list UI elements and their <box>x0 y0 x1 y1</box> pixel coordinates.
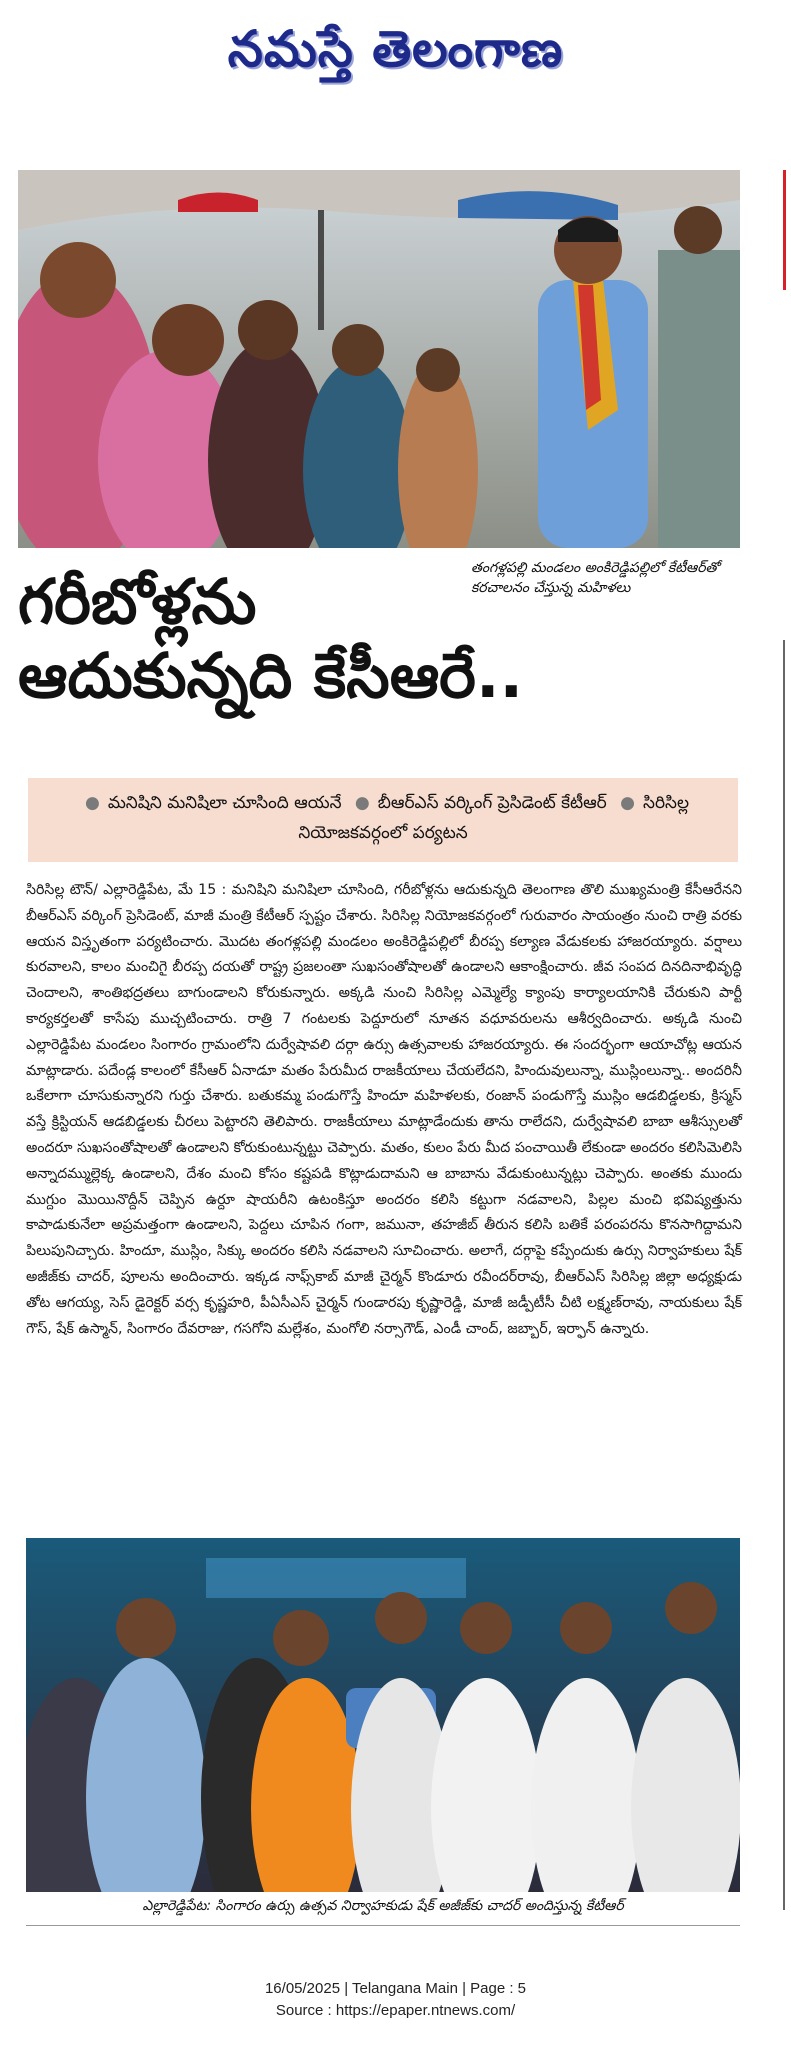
article <box>18 170 748 548</box>
headline-line1: గరీబోళ్లను <box>18 565 257 638</box>
footer-source: Source : https://epaper.ntnews.com/ <box>275 2002 516 2019</box>
footer-date-page: 16/05/2025 | Telangana Main | Page : 5 <box>264 1980 527 1997</box>
photo2-caption: ఎల్లారెడ్డిపేట: సింగారం ఉర్సు ఉత్సవ నిర్వాహకుడు షేక్ అజీజ్‌కు చాదర్ అందిస్తున్న కేటీఆర్ <box>142 1898 624 1914</box>
column-rule <box>783 640 785 1910</box>
footer <box>0 1978 791 2022</box>
masthead <box>0 0 791 110</box>
photo1-caption: తంగళ్లపల్లి మండలం అంకిరెడ్డిపల్లిలో కేటీఆర్‌తో కరచాలనం చేస్తున్న మహిళలు <box>463 552 763 604</box>
subhead-bullet-3: సిరిసిల్ల నియోజకవర్గంలో పర్యటన <box>298 793 690 843</box>
article-photo-crowd <box>18 170 740 548</box>
newspaper-logo: నమస్తే తెలంగాణ <box>227 19 564 78</box>
subhead-box <box>28 778 738 862</box>
bullet-icon: ● <box>620 793 636 813</box>
photo-illustration <box>18 170 740 548</box>
article-photo-dargah <box>26 1538 740 1892</box>
bullet-icon: ● <box>354 793 370 813</box>
subhead-bullet-2: బీఆర్‌ఎస్ వర్కింగ్ ప్రెసిడెంట్ కేటీఆర్ <box>377 793 607 813</box>
subhead-bullet-1: మనిషిని మనిషిలా చూసింది ఆయనే <box>107 793 342 813</box>
accent-rule <box>783 170 786 290</box>
headline-line2: ఆదుకున్నది కేసీఆరే.. <box>18 639 524 713</box>
divider <box>26 1925 740 1926</box>
headline <box>18 565 738 713</box>
article-body: సిరిసిల్ల టౌన్/ ఎల్లారెడ్డిపేట, మే 15 : మనిషిని మనిషిలా చూసింది, గరీబోళ్లను ఆదుకున్నది తెలంగాణ తొలి ముఖ్యమంత్రి కేసీఆరేనని బీఆర్‌ఎస్ వర్కింగ్ ప్రెసిడెంట్, మాజీ మంత్రి కేటీఆర్ స్పష్టం చేశారు. సిరిసిల్ల నియోజకవర్గంలో గురువారం సాయంత్రం నుంచి రాత్రి వరకు ఆయన విస్తృతంగా పర్యటించారు. మొదట తంగళ్లపల్లి మండలం అంకిరెడ్డిపల్లిలో బీరప్ప కల్యాణ వేడుకలకు హాజరయ్యారు. వర్షాలు కురవాలని, కాలం మంచిగై బీరప్ప దయతో రాష్ట్ర ప్రజలంతా సుఖసంతోషాలతో ఉండాలని ఆకాంక్షించారు. జీవ సంపద దినదినాభివృద్ధి చెందాలని, శాంతిభద్రతలు బాగుండాలని కోరుకున్నారు. అక్కడి నుంచి సిరిసిల్ల ఎమ్మెల్యే క్యాంపు కార్యాలయానికి చేరుకుని పార్టీ కార్యకర్తలతో కాసేపు ముచ్చటించారు. రాత్రి 7 గంటలకు పెద్దూరులో నూతన వధూవరులను ఆశీర్వదించారు. అక్కడి నుంచి ఎల్లారెడ్డిపేట మండలం సింగారం గ్రామంలోని దుర్వేషావలి దర్గా ఉర్సు ఉత్సవాలకు హాజరయ్యారు. ఈ సందర్భంగా ఆయాచోట్ల ఆయన మాట్లాడారు. పదేండ్ల కాలంలో కేసీఆర్ ఏనాడూ మతం పేరుమీద రాజకీయాలు చేయలేదని, హిందువులున్నా, ముస్లింలున్నా.. అందరినీ ఒకేలాగా చూసుకున్నారని గుర్తు చేశారు. బతుకమ్మ పండుగొస్తే హిందూ మహిళలకు, రంజాన్ పండుగొస్తే ముస్లిం ఆడబిడ్డలకు, క్రిస్మస్ వస్తే క్రిస్టియన్ ఆడబిడ్డలకు చీరలు పెట్టారని తెలిపారు. రాజకీయాలు మాట్లాడేందుకు తాను రాలేదని, దుర్వేషావలి బాబా ఆశీస్సులతో అందరూ సుఖసంతోషాలతో ఉండాలని కోరుకుంటున్నట్టు చెప్పారు. మతం, కులం పేరు మీద పంచాయితీ లేకుండా అందరం కలిసిమెలిసి అన్నాదమ్ముల్లెక్క ఉండాలని, దేశం మంచి కోసం కష్టపడి కొట్లాడుదామని ఆ బాబాను వేడుకుంటున్నట్లు చెప్పారు. అంతకు ముందు ముగ్దుం మొయినొద్దీన్ చెప్పిన ఉర్దూ షాయరీని ఉటంకిస్తూ అందరం కలిసి కట్టుగా నడవాలని, పిల్లల మంచి భవిష్యత్తును కాపాడుకునేలా అప్రమత్తంగా ఉండాలని, పెద్దలు చూపిన గంగా, జమునా, తహజీబ్ తీరున కలిసి బతికే పరంపరను కొనసాగిద్దామని పిలుపునిచ్చారు. హిందూ, ముస్లిం, సిక్కు అందరం కలిసి నడవాలని సూచించారు. అలాగే, దర్గాపై కప్పేందుకు ఉర్సు నిర్వాహకులు షేక్ అజీజ్‌కు చాదర్, పూలను అందించారు. ఇక్కడ నాఫ్స్‌కాబ్ మాజీ చైర్మన్ కొండూరు రవీందర్‌రావు, బీఆర్‌ఎస్ సిరిసిల్ల జిల్లా అధ్యక్షుడు తోట ఆగయ్య, సెస్ డైరెక్టర్ వర్స కృష్ణహరి, పీఏసీఎస్ చైర్మన్ గుండారపు కృష్ణారెడ్డి, మాజీ జడ్పీటీసీ చీటి లక్ష్మణ్‌రావు, నాయకులు షేక్ గౌస్, షేక్ ఉస్మాన్, సింగారం దేవరాజు, గసగోని మల్లేశం, మంగోలి నర్సాగౌడ్, ఎండీ చాంద్, జబ్బార్, ఇర్ఫాన్ ఉన్నారు. <box>26 882 742 1337</box>
bullet-icon: ● <box>84 793 100 813</box>
photo2-illustration <box>26 1538 740 1892</box>
